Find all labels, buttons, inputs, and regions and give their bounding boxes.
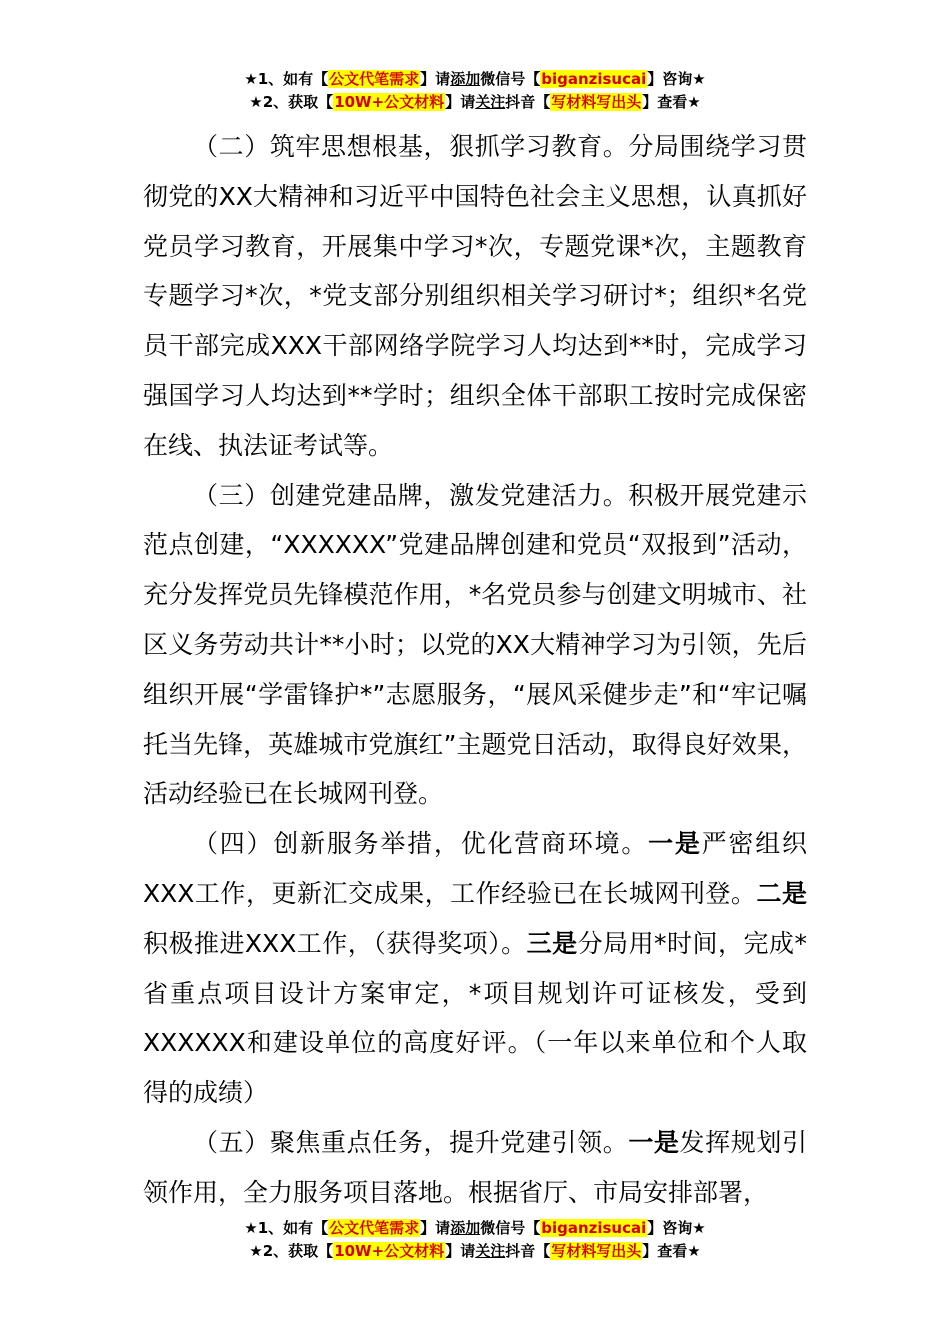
highlight-wechat-id: biganzisucai	[541, 70, 647, 88]
header-banner	[0, 68, 950, 114]
banner-line-1: ★1、如有【公文代笔需求】请添加微信号【biganzisucai】咨询★	[244, 70, 706, 88]
highlight-douyin: 写材料写出头	[551, 93, 642, 111]
highlight-materials: 10W+公文材料	[334, 1242, 445, 1260]
banner-line-1: ★1、如有【公文代笔需求】请添加微信号【biganzisucai】咨询★	[244, 1219, 706, 1237]
document-body	[143, 122, 807, 1218]
highlight-service: 公文代笔需求	[329, 70, 420, 88]
paragraph-3: （三）创建党建品牌，激发党建活力。积极开展党建示范点创建，“XXXXXX”党建品牌创建和党员“双报到”活动，充分发挥党员先锋模范作用，*名党员参与创建文明城市、社区义务劳动共计**小时；以党的XX大精神学习为引领，先后组织开展“学雷锋护*”志愿服务，“展风采健步走”和“牢记嘱托当先锋，英雄城市党旗红”主题党日活动，取得良好效果，活动经验已在长城网刊登。	[143, 480, 807, 809]
paragraph-4: （四）创新服务举措，优化营商环境。一是严密组织XXX工作，更新汇交成果，工作经验已在长城网刊登。二是积极推进XXX工作，（获得奖项）。三是分局用*时间，完成*省重点项目设计方案审定，*项目规划许可证核发，受到XXXXXX和建设单位的高度好评。（一年以来单位和个人取得的成绩）	[143, 829, 807, 1108]
banner-line-2: ★2、获取【10W+公文材料】请关注抖音【写材料写出头】查看★	[249, 93, 701, 111]
paragraph-5: （五）聚焦重点任务，提升党建引领。一是发挥规划引领作用，全力服务项目落地。根据省厅、市局安排部署，	[143, 1127, 807, 1207]
paragraph-2: （二）筑牢思想根基，狠抓学习教育。分局围绕学习贯彻党的XX大精神和习近平中国特色社会主义思想，认真抓好党员学习教育，开展集中学习*次，专题党课*次，主题教育专题学习*次，*党支部分别组织相关学习研讨*；组织*名党员干部完成XXX干部网络学院学习人均达到**时，完成学习强国学习人均达到**学时；组织全体干部职工按时完成保密在线、执法证考试等。	[143, 132, 807, 460]
footer-banner	[0, 1217, 950, 1263]
banner-line-2: ★2、获取【10W+公文材料】请关注抖音【写材料写出头】查看★	[249, 1242, 701, 1260]
highlight-wechat-id: biganzisucai	[541, 1219, 647, 1237]
highlight-service: 公文代笔需求	[329, 1219, 420, 1237]
highlight-materials: 10W+公文材料	[334, 93, 445, 111]
highlight-douyin: 写材料写出头	[551, 1242, 642, 1260]
